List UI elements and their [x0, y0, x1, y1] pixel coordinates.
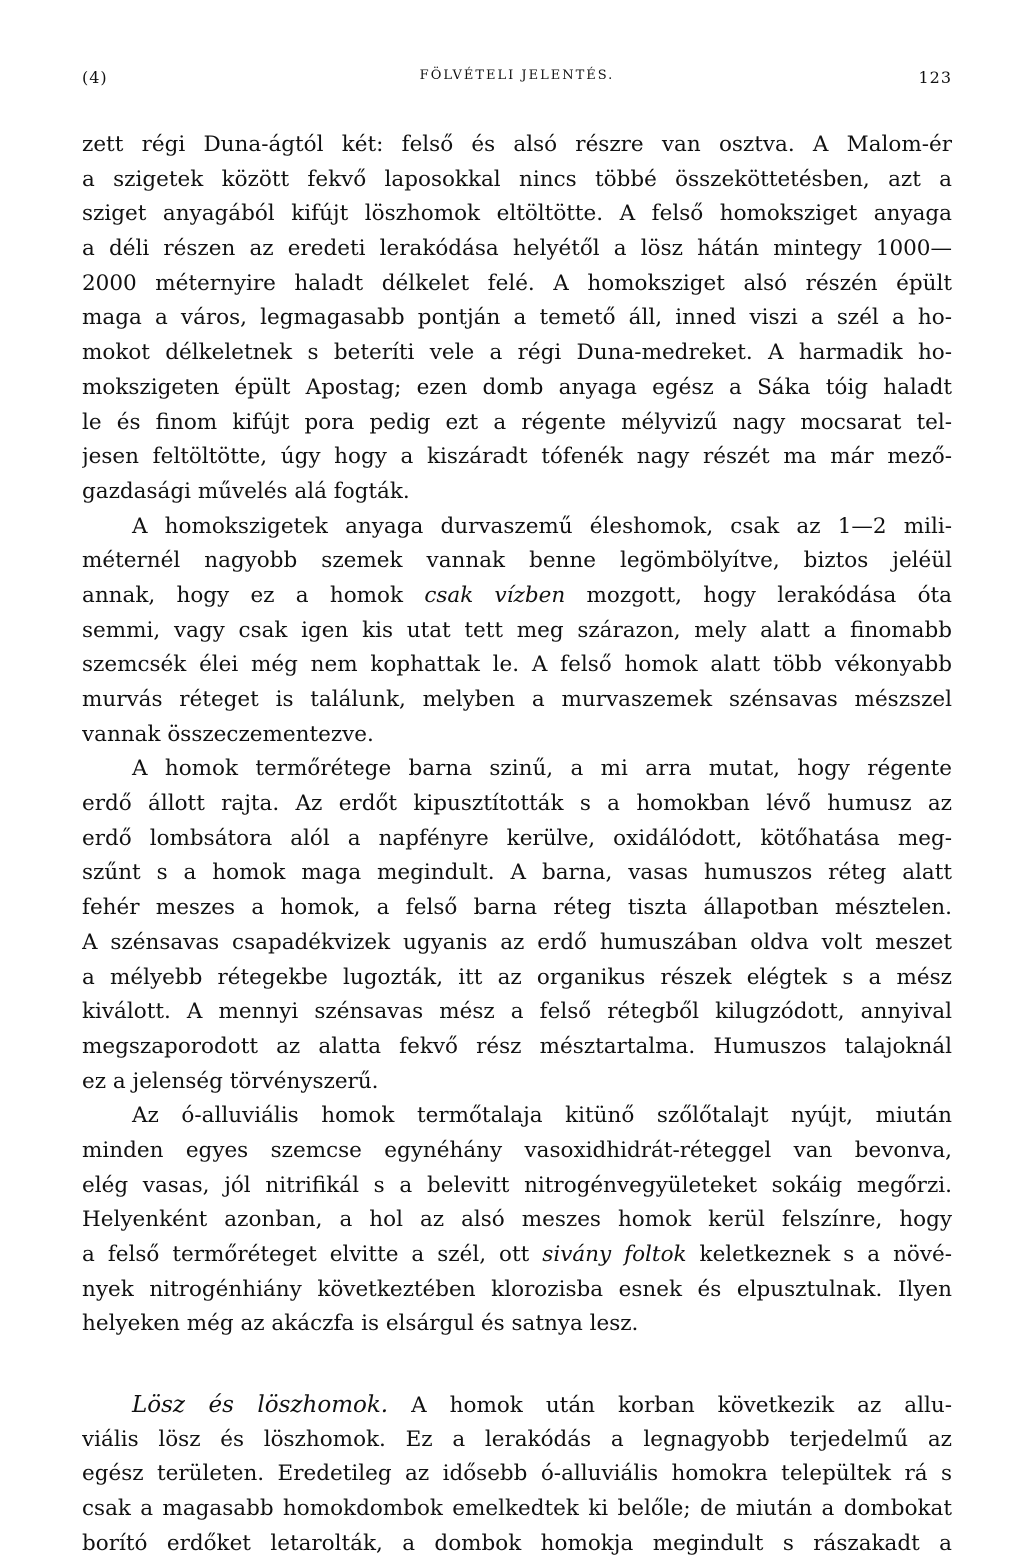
text-line: sziget anyagából kifújt löszhomok eltöltötte. A felső homoksziget anyaga — [82, 201, 952, 227]
text-line-mixed — [82, 1238, 952, 1273]
text-line: A szénsavas csapadékvizek ugyanis az erdő humuszában oldva volt meszet — [82, 929, 952, 955]
text-line: elég vasas, jól nitrifikál s a belevitt nitrogénvegyületeket sokáig megőrzi. — [82, 1172, 952, 1198]
text-line: helyeken még az akáczfa is elsárgul és satnya lesz. — [82, 1311, 639, 1337]
text-line: szemcsék élei még nem kophattak le. A felső homok alatt több vékonyabb — [82, 652, 952, 678]
text-line: 2000 méternyire haladt délkelet felé. A homoksziget alsó részén épült — [82, 270, 952, 296]
text-line: A homokszigetek anyaga durvaszemű éleshomok, csak az 1—2 mili- — [132, 513, 952, 539]
text-line: erdő állott rajta. Az erdőt kipusztították s a homokban lévő humusz az — [82, 791, 952, 817]
page-number: 123 — [918, 68, 952, 87]
text-line: erdő lombsátora alól a napfényre kerülve, oxidálódott, kötőhatása meg- — [82, 825, 952, 851]
text-line: a mélyebb rétegekbe lugozták, itt az organikus részek elégtek s a mész — [82, 964, 952, 990]
section-title: Lösz és löszhomok. — [132, 1392, 389, 1419]
paragraph-1 — [82, 128, 952, 510]
section-gap — [82, 1342, 952, 1388]
text-line: megszaporodott az alatta fekvő rész mésztartalma. Humuszos talajoknál — [82, 1033, 952, 1059]
emphasis-text: csak vízben — [424, 582, 566, 608]
text-run: A homok után korban következik az allu- — [411, 1393, 952, 1419]
running-title: FÖLVÉTELI JELENTÉS. — [419, 68, 615, 83]
text-line: mokszigeten épült Apostag; ezen domb anyaga egész a Sáka tóig haladt — [82, 374, 952, 400]
text-line: zett régi Duna-ágtól két: felső és alsó részre van osztva. A Malom-ér — [82, 132, 952, 157]
text-line: fehér meszes a homok, a felső barna réteg tiszta állapotban mésztelen. — [82, 895, 952, 921]
emphasis-text: sivány foltok — [542, 1242, 687, 1267]
text-line: méternél nagyobb szemek vannak benne legömbölyítve, biztos jeléül — [82, 548, 952, 574]
text-run: annak, hogy ez a homok — [82, 582, 404, 608]
text-line-mixed — [82, 579, 952, 614]
text-line: Helyenként azonban, a hol az alsó meszes homok kerül felszínre, hogy — [82, 1207, 952, 1233]
text-run: a felső termőréteget elvitte a szél, ott — [82, 1242, 530, 1267]
text-run: keletkeznek s a növé- — [699, 1242, 952, 1267]
text-line: semmi, vagy csak igen kis utat tett meg szárazon, mely alatt a finomabb — [82, 617, 952, 643]
text-line: murvás réteget is találunk, melyben a murvaszemek szénsavas mészszel — [82, 687, 952, 712]
running-header — [82, 68, 952, 92]
text-line: a szigetek között fekvő laposokkal nincs többé összeköttetésben, azt a — [82, 166, 952, 192]
text-line: A homok termőrétege barna szinű, a mi arra mutat, hogy régente — [132, 756, 952, 782]
text-line: szűnt s a homok maga megindult. A barna, vasas humuszos réteg alatt — [82, 860, 952, 886]
text-line: a déli részen az eredeti lerakódása helyétől a lösz hátán mintegy 1000— — [82, 236, 952, 262]
text-line: le és finom kifújt pora pedig ezt a régente mélyvizű nagy mocsarat tel- — [82, 409, 952, 435]
text-line: maga a város, legmagasabb pontján a temető áll, inned viszi a szél a ho- — [82, 305, 952, 331]
text-line: viális lösz és löszhomok. Ez a lerakódás a legnagyobb terjedelmű az — [82, 1426, 952, 1452]
text-line: gazdasági művelés alá fogták. — [82, 478, 410, 504]
paragraph-2 — [82, 510, 952, 753]
text-line: mokot délkeletnek s beteríti vele a régi Duna-medreket. A harmadik ho- — [82, 340, 952, 366]
text-line: jesen feltöltötte, úgy hogy a kiszáradt tófenék nagy részét ma már mező- — [82, 444, 952, 470]
text-run: mozgott, hogy lerakódása óta — [586, 582, 952, 608]
page-reference: (4) — [82, 68, 108, 87]
text-line: egész területen. Eredetileg az idősebb ó-alluviális homokra települtek rá s — [82, 1461, 952, 1487]
text-line: nyek nitrogénhiány következtében klorozisba esnek és elpusztulnak. Ilyen — [82, 1276, 952, 1302]
text-line: ez a jelenség törvényszerű. — [82, 1068, 379, 1094]
text-line: csak a magasabb homokdombok emelkedtek ki belőle; de miután a dombokat — [82, 1496, 952, 1522]
text-line: kiválott. A mennyi szénsavas mész a felső rétegből kilugzódott, annyival — [82, 999, 952, 1025]
paragraph-3 — [82, 752, 952, 1099]
text-line: borító erdőket letarolták, a dombok homokja megindult s rászakadt a — [82, 1530, 952, 1556]
body-text — [82, 128, 952, 1562]
text-line: Az ó-alluviális homok termőtalaja kitünő szőlőtalajt nyújt, miután — [132, 1103, 952, 1129]
text-line-mixed — [82, 1388, 952, 1423]
paragraph-4 — [82, 1099, 952, 1342]
text-line: minden egyes szemcse egynéhány vasoxidhidrát-réteggel van bevonva, — [82, 1137, 952, 1163]
text-line: vannak összeczementezve. — [82, 721, 374, 747]
paragraph-5 — [82, 1388, 952, 1561]
